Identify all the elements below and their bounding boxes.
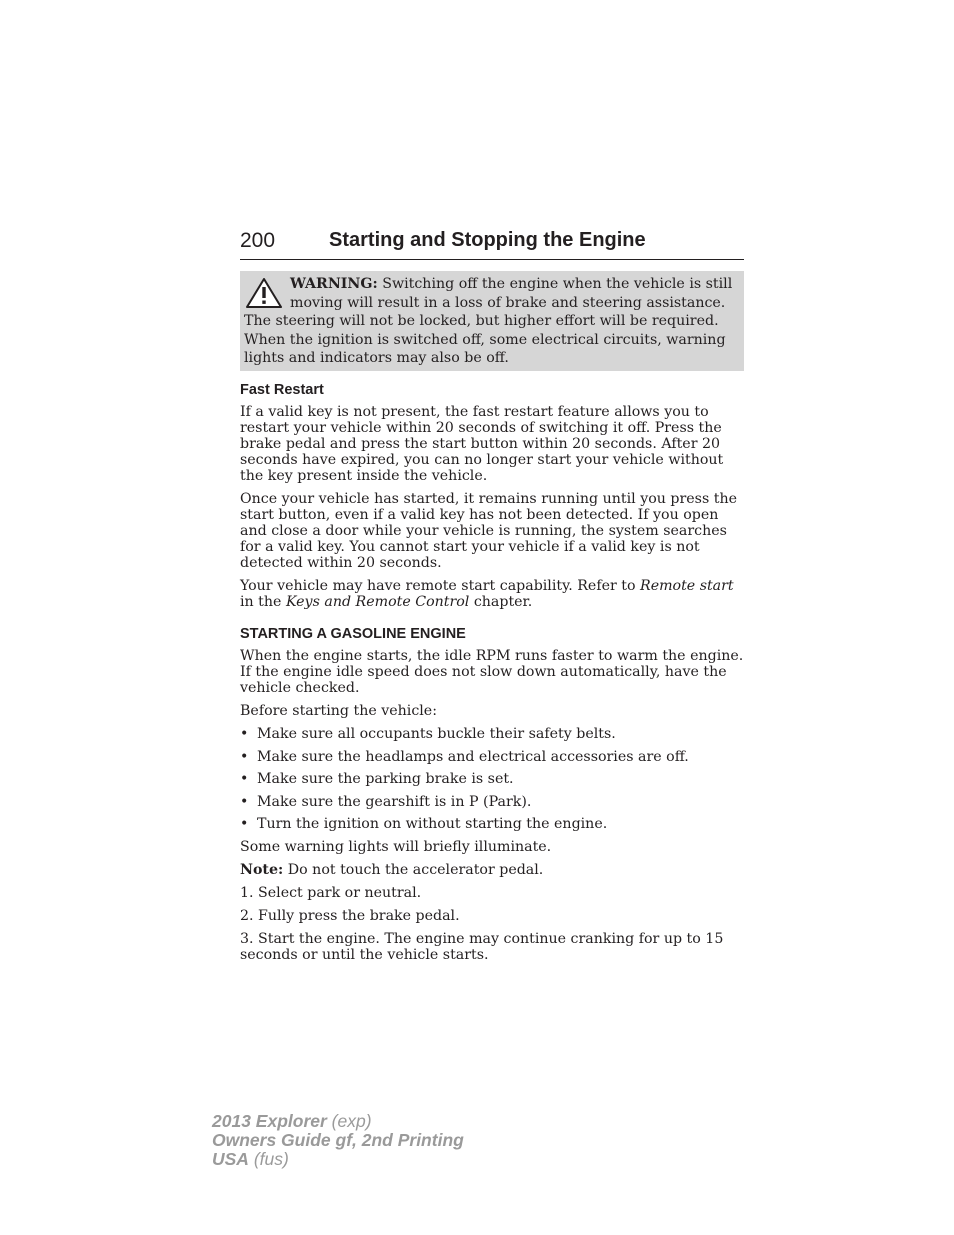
footer-market: USA <box>212 1149 249 1169</box>
bullet-icon: • <box>240 816 249 832</box>
step-1: 1. Select park or neutral. <box>240 884 422 901</box>
remote-start-reference: Remote start <box>640 578 734 594</box>
list-item-text: Make sure the parking brake is set. <box>257 771 514 787</box>
list-item-text: Make sure all occupants buckle their safety belts. <box>257 726 616 742</box>
list-item <box>240 771 744 787</box>
fast-restart-heading: Fast Restart <box>240 382 324 398</box>
footer-line-2 <box>212 1131 464 1150</box>
main-content <box>240 381 744 970</box>
bullet-icon: • <box>240 748 249 765</box>
page-title: Starting and Stopping the Engine <box>329 229 646 251</box>
warning-box <box>240 271 744 371</box>
footer-line-1 <box>212 1112 464 1131</box>
footer-guide: Owners Guide gf, 2nd Printing <box>212 1130 464 1150</box>
gasoline-paragraph-3: Some warning lights will briefly illuminate. <box>240 838 552 855</box>
list-item-text: Make sure the gearshift is in P (Park). <box>257 793 532 810</box>
warning-triangle-icon <box>244 277 284 309</box>
list-item <box>240 749 744 765</box>
list-item <box>240 726 744 742</box>
fast-restart-paragraph-3 <box>240 578 744 610</box>
footer-market-code: (fus) <box>248 1149 289 1169</box>
bullet-icon: • <box>240 793 249 810</box>
gasoline-engine-heading: STARTING A GASOLINE ENGINE <box>240 626 466 642</box>
text-span: chapter. <box>469 594 533 610</box>
warning-body: Switching off the engine when the vehicle is still moving will result in a loss of brake and steering assistance. The steering will not be locked, but higher effort will be required. When the ignition is switched off, some electrical circuits, warning lights and indicators may also be off. <box>244 276 733 366</box>
fast-restart-paragraph-1: If a valid key is not present, the fast restart feature allows you to restart your vehicle within 20 seconds of switching it off. Press the brake pedal and press the start button within 20 seconds. After 20 seconds have expired, you can no longer start your vehicle without the key present inside the vehicle. <box>240 404 724 484</box>
list-item <box>240 794 744 810</box>
text-span: Your vehicle may have remote start capability. Refer to <box>240 578 641 594</box>
footer-model-code: (exp) <box>326 1111 372 1131</box>
warning-text <box>244 275 736 368</box>
bullet-icon: • <box>240 771 249 787</box>
list-item-text: Turn the ignition on without starting the engine. <box>257 816 608 832</box>
checklist <box>240 726 744 832</box>
note-label: Note: <box>240 861 284 878</box>
step-2: 2. Fully press the brake pedal. <box>240 907 460 924</box>
note-text: Do not touch the accelerator pedal. <box>283 861 544 878</box>
page-number: 200 <box>240 229 276 252</box>
footer-line-3 <box>212 1150 464 1169</box>
gasoline-paragraph-1: When the engine starts, the idle RPM runs faster to warm the engine. If the engine idle speed does not slow down automatically, have the vehicle checked. <box>240 648 744 696</box>
bullet-icon: • <box>240 726 249 742</box>
page-header <box>240 228 744 260</box>
text-span: in the <box>240 594 286 610</box>
list-item-text: Make sure the headlamps and electrical accessories are off. <box>257 748 689 765</box>
footer-model: 2013 Explorer <box>212 1111 327 1131</box>
list-item <box>240 816 744 832</box>
footer <box>212 1112 464 1169</box>
fast-restart-paragraph-2: Once your vehicle has started, it remains running until you press the start button, even if a valid key has not been detected. If you open and close a door while your vehicle is running, the system searches for a valid key. You cannot start your vehicle if a valid key is not detected within 20 seconds. <box>240 491 737 571</box>
step-3: 3. Start the engine. The engine may continue cranking for up to 15 seconds or until the vehicle starts. <box>240 930 724 963</box>
warning-label: WARNING: <box>290 276 378 292</box>
keys-chapter-reference: Keys and Remote Control <box>285 594 470 610</box>
gasoline-paragraph-2: Before starting the vehicle: <box>240 703 437 719</box>
note-paragraph <box>240 862 744 878</box>
